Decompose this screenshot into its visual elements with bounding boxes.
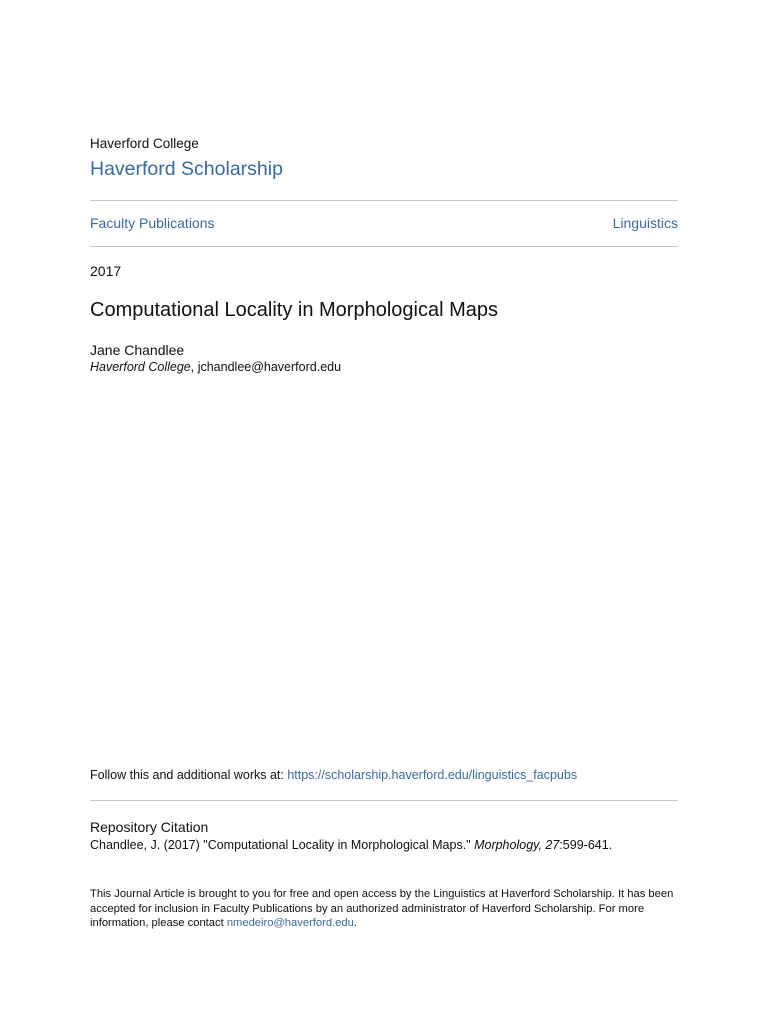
notice-text: This Journal Article is brought to you for free and open access by the Linguistics at Haverford Scholarship. It has been accepted for inclusion in Faculty Publications by an authorized administrator of Haverford Scholarship. For more information, please contact (90, 888, 674, 930)
follow-line (90, 768, 577, 782)
divider-nav (90, 246, 678, 247)
citation-heading: Repository Citation (90, 819, 209, 835)
divider-citation (90, 800, 678, 801)
affiliation-separator: , (190, 360, 198, 374)
collection-url-link[interactable]: https://scholarship.haverford.edu/linguistics_facpubs (287, 768, 578, 782)
access-notice (90, 887, 680, 931)
citation-prefix: Chandlee, J. (2017) "Computational Locality in Morphological Maps." (90, 838, 475, 852)
repository-link[interactable]: Haverford Scholarship (90, 158, 283, 180)
author-email: jchandlee@haverford.edu (197, 360, 342, 374)
article-title: Computational Locality in Morphological Maps (90, 299, 498, 321)
citation-pages: :599-641. (559, 838, 613, 852)
divider-top (90, 200, 678, 201)
collection-link[interactable]: Faculty Publications (90, 215, 215, 231)
citation-journal: Morphology, 27 (474, 838, 560, 852)
author-name: Jane Chandlee (90, 342, 185, 358)
notice-end: . (353, 917, 357, 930)
author-affiliation (90, 360, 341, 374)
institution-name: Haverford College (90, 136, 199, 151)
affiliation-name: Haverford College (90, 360, 191, 374)
citation-text (90, 838, 612, 852)
contact-email-link[interactable]: nmedeiro@haverford.edu (226, 917, 354, 930)
department-link[interactable]: Linguistics (612, 215, 678, 231)
publication-year: 2017 (90, 263, 122, 279)
follow-text: Follow this and additional works at: (90, 768, 288, 782)
